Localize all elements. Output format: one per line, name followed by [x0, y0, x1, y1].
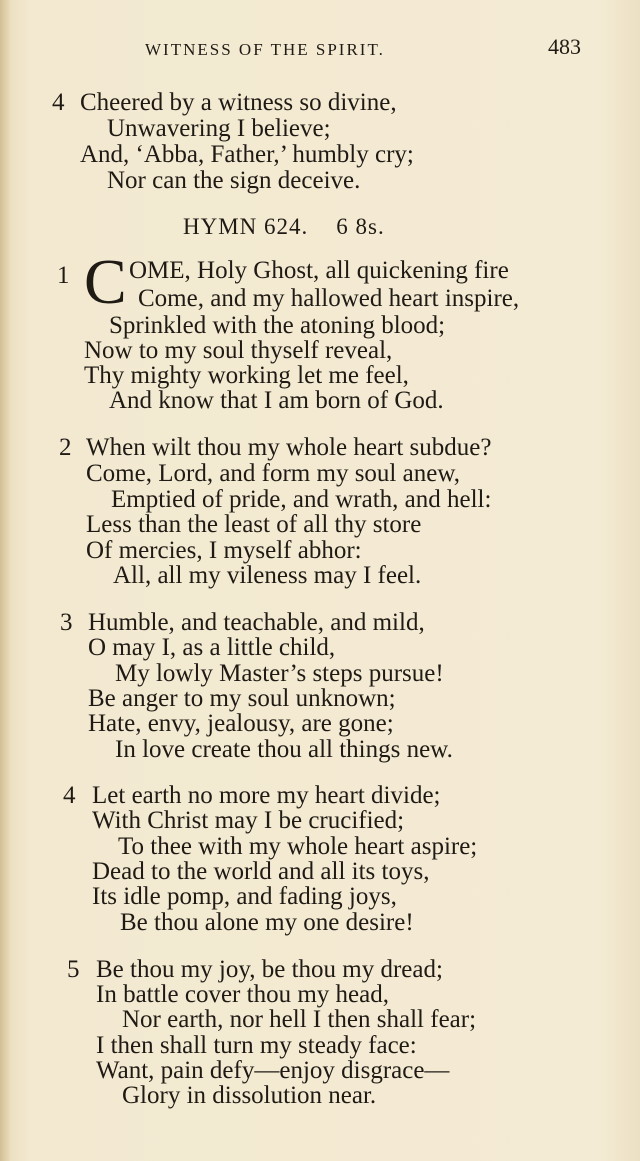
- stanza-number: 4: [52, 89, 65, 116]
- verse-line: Sprinkled with the atoning blood;: [109, 312, 446, 339]
- verse-line: Now to my soul thyself reveal,: [84, 337, 393, 364]
- verse-line: Less than the least of all thy store: [86, 511, 422, 538]
- verse-line: In battle cover thou my head,: [96, 981, 389, 1008]
- stanza-number: 1: [57, 262, 70, 289]
- verse-line: Emptied of pride, and wrath, and hell:: [111, 486, 492, 513]
- verse-line: Of mercies, I myself abhor:: [86, 537, 362, 564]
- verse-line: Glory in dissolution near.: [122, 1082, 377, 1109]
- running-head: WITNESS OF THE SPIRIT.: [145, 40, 385, 59]
- verse-line: Nor earth, nor hell I then shall fear;: [122, 1006, 477, 1033]
- verse-line: And know that I am born of God.: [109, 387, 444, 414]
- verse-line: O may I, as a little child,: [88, 634, 336, 661]
- verse-line: Be anger to my soul unknown;: [88, 685, 396, 712]
- verse-line: Hate, envy, jealousy, are gone;: [88, 710, 394, 737]
- verse-line: Be thou alone my one desire!: [120, 909, 414, 936]
- verse-line: Humble, and teachable, and mild,: [88, 609, 425, 636]
- hymn-number: HYMN 624.: [183, 214, 309, 239]
- page-number: 483: [548, 34, 581, 59]
- verse-line: And, ‘Abba, Father,’ humbly cry;: [80, 141, 414, 168]
- stanza-number: 5: [67, 956, 80, 983]
- page-spine: [0, 0, 10, 1161]
- verse-line: In love create thou all things new.: [115, 736, 453, 763]
- verse-line: Come, and my hallowed heart inspire,: [138, 285, 520, 312]
- verse-line: Be thou my joy, be thou my dread;: [96, 956, 443, 983]
- hymn-meter: 6 8s.: [336, 214, 385, 239]
- stanza-number: 3: [60, 609, 73, 636]
- verse-line: Want, pain defy—enjoy disgrace—: [96, 1057, 450, 1084]
- verse-line: Come, Lord, and form my soul anew,: [86, 460, 460, 487]
- verse-line: Let earth no more my heart divide;: [92, 782, 441, 809]
- verse-line: When wilt thou my whole heart subdue?: [86, 434, 492, 461]
- stanza-number: 2: [59, 434, 72, 461]
- verse-line: Its idle pomp, and fading joys,: [92, 883, 397, 910]
- stanza-number: 4: [63, 782, 76, 809]
- verse-line: To thee with my whole heart aspire;: [118, 833, 478, 860]
- verse-line: Cheered by a witness so divine,: [80, 89, 397, 116]
- drop-cap: C: [84, 246, 127, 317]
- hymn-title: [183, 214, 385, 240]
- verse-line: Unwavering I believe;: [107, 115, 331, 142]
- verse-line: With Christ may I be crucified;: [92, 807, 405, 834]
- verse-line: Nor can the sign deceive.: [107, 167, 361, 194]
- verse-line: I then shall turn my steady face:: [96, 1032, 417, 1059]
- verse-line: Thy mighty working let me feel,: [84, 362, 409, 389]
- verse-line: My lowly Master’s steps pursue!: [115, 660, 444, 687]
- verse-line: OME, Holy Ghost, all quickening fire: [129, 257, 509, 284]
- verse-line: All, all my vileness may I feel.: [113, 562, 422, 589]
- verse-line: Dead to the world and all its toys,: [92, 858, 430, 885]
